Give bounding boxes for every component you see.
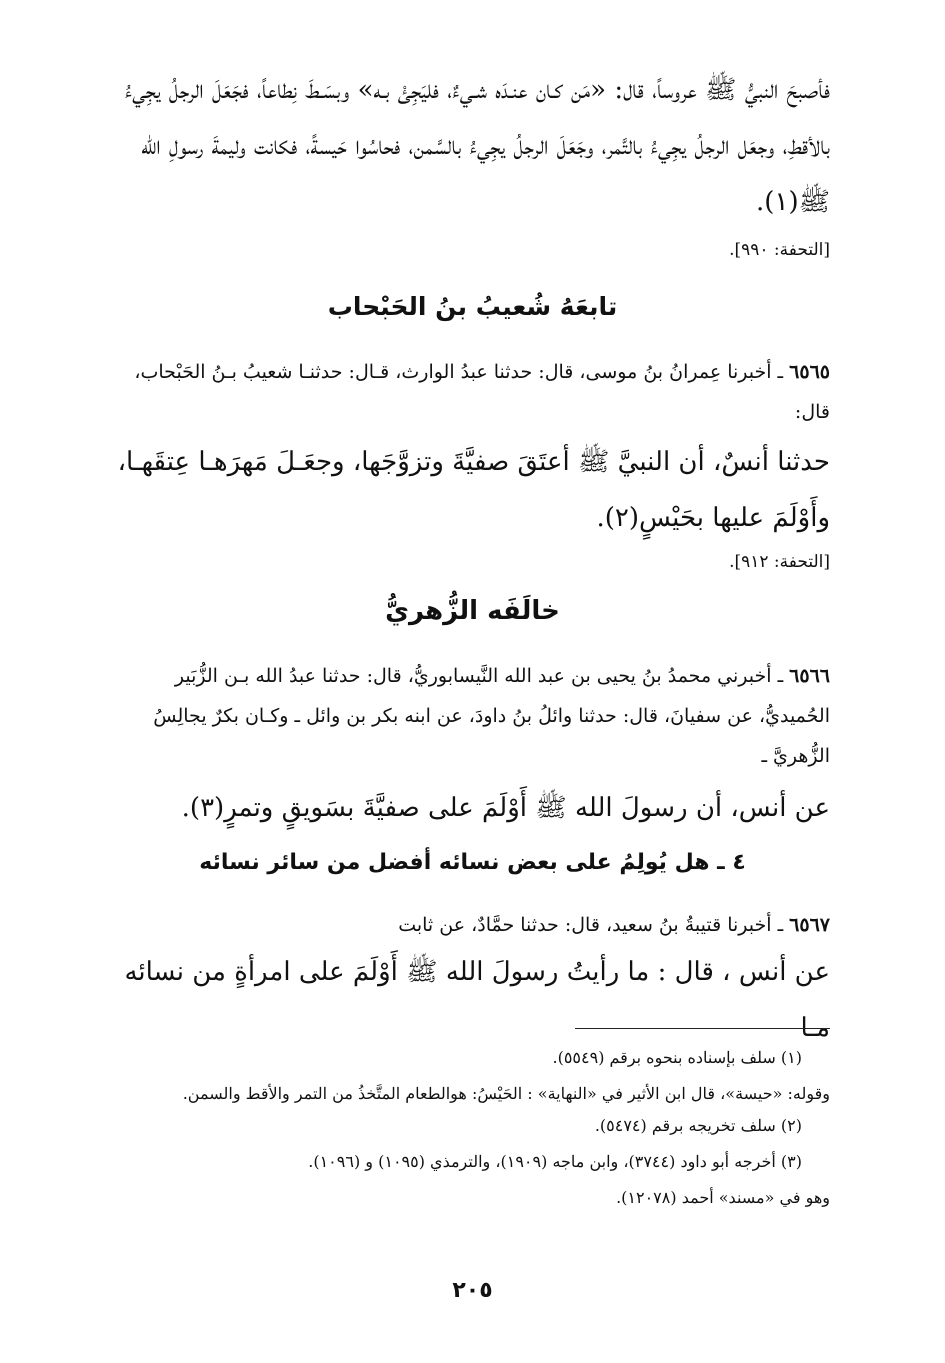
footnotes — [115, 1044, 830, 1212]
hadith-6565-isnad — [115, 352, 830, 432]
hadith-6566-matn: عن أنس، أن رسولَ الله ﷺ أَوْلَمَ على صفيَّةَ بسَويقٍ وتمرٍ(٣). — [181, 793, 830, 823]
chapter-heading-4: ٤ ـ هل يُولِمُ على بعض نسائه أفضل من سائر نسائه — [199, 850, 746, 875]
section-heading-shuayb: تابعَهُ شُعيبُ بنُ الحَبْحاب — [327, 292, 618, 321]
footnote-2: (٢) سلف تخريجه برقم (٥٤٧٤). — [594, 1116, 802, 1135]
tuhfa-reference-2: [التحفة: ٩١٢]. — [729, 552, 830, 572]
footnote-3-continued: وهو في «مسند» أحمد (١٢٠٧٨). — [616, 1188, 830, 1207]
hadith-isnad-text: ـ أخبرني محمدُ بنُ يحيى بن عبد الله النَّيسابوريُّ، قال: حدثنا عبدُ الله بـن الزُّبَير الحُميديُّ، عن سفيانَ، قال: حدثنا وائلُ بنُ داودَ، عن ابنه بكر بن وائل ـ وكـان بكرٌ يجالِسُ الزُّهريَّ ـ — [153, 665, 830, 767]
footnote-1-continued: وقوله: «حيسة»، قال ابن الأثير في «النهاية» : الحَيْسُ: هوالطعام المتَّخذُ من التمر والأقط والسمن. — [182, 1084, 830, 1103]
hadith-isnad-text: ـ أخبرنا عِمرانُ بنُ موسى، قال: حدثنا عبدُ الوارث، قـال: حدثنـا شعيبُ بـنُ الحَبْحاب، قال: — [134, 361, 830, 423]
footnote-separator — [575, 1028, 830, 1029]
footnote-1: (١) سلف بإسناده بنحوه برقم (٥٥٤٩). — [552, 1048, 802, 1067]
hadith-6565-matn: حدثنا أنسٌ، أن النبيَّ ﷺ أعتَقَ صفيَّةَ وتزوَّجَها، وجعَـلَ مَهرَهـا عِتقَهـا، وأَوْلَمَ عليها بحَيْسٍ(٢). — [117, 447, 830, 533]
page-number: ٢٠٥ — [452, 1278, 493, 1303]
hadith-number: ٦٥٦٥ — [789, 361, 830, 383]
hadith-6567-isnad — [115, 905, 830, 945]
tuhfa-reference-1: [التحفة: ٩٩٠]. — [729, 240, 830, 260]
footnote-3: (٣) أخرجه أبو داود (٣٧٤٤)، وابن ماجه (١٩٠٩)، والترمذي (١٠٩٥) و (١٠٩٦). — [308, 1152, 802, 1171]
hadith-number: ٦٥٦٧ — [789, 914, 830, 936]
hadith-isnad-text: ـ أخبرنا قتيبةُ بنُ سعيد، قال: حدثنا حمَّادٌ، عن ثابت — [398, 914, 790, 936]
top-paragraph: فأصبحَ النبيُّ ﷺ عروساً، قال: «مَن كـان عنـدَه شـيءٌ، فليَجِئْ بـه» وبسَـطَ نِطاعاً، فجَعَلَ الرجلُ يجِيءُ بالأقطِ، وجعَل الرجلُ يجِيءُ بالتَّمر، وجَعَلَ الرجلُ يجِيءُ بالسَّمن، فحاسُوا حَيسةً، فكانت وليمةَ رسولِ الله ﷺ(١). — [124, 75, 830, 217]
hadith-number: ٦٥٦٦ — [789, 665, 830, 687]
hadith-6566-isnad — [115, 656, 830, 776]
hadith-6567-matn: عن أنس ، قال : ما رأيتُ رسولَ الله ﷺ أَوْلَمَ على امرأةٍ من نسائه مـا — [124, 957, 830, 1043]
section-heading-zuhri: خالَفَه الزُّهريُّ — [385, 596, 560, 626]
